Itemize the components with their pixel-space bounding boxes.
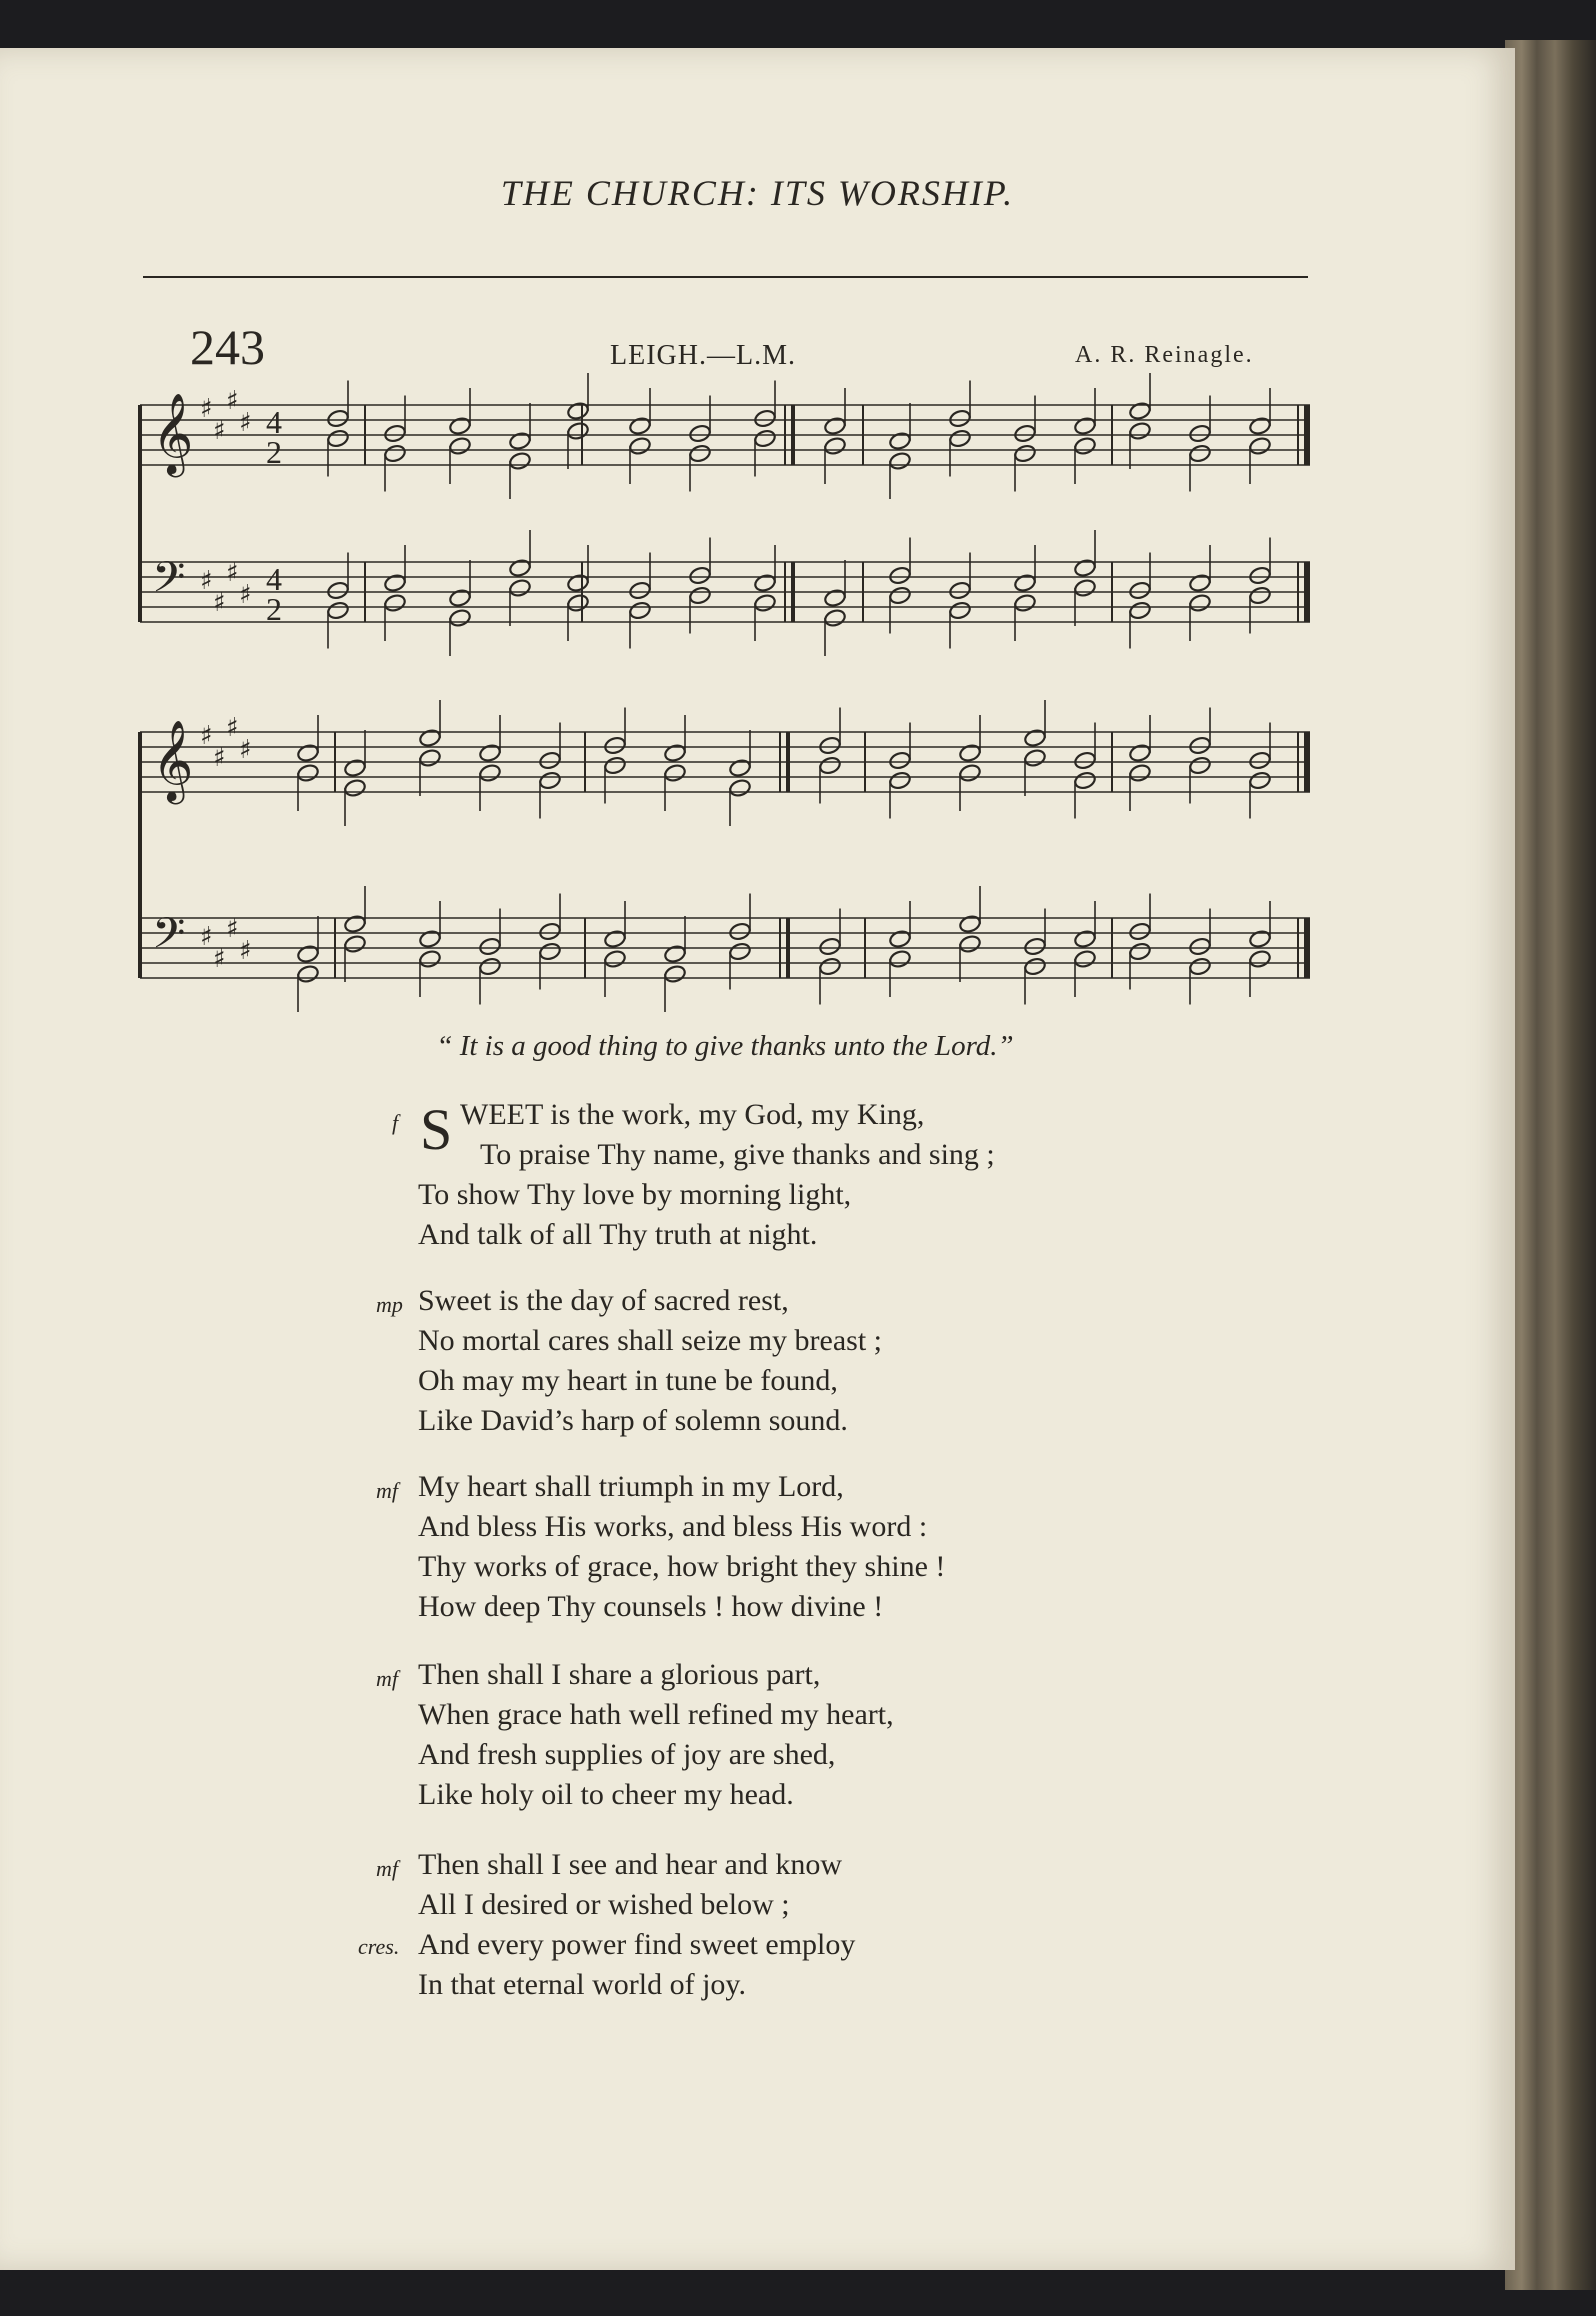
dynamic-mark: mf [376,1666,398,1691]
note-head [628,416,652,436]
music-score [0,0,1596,1020]
bass-clef: 𝄢 [152,909,186,969]
bass-clef: 𝄢 [152,553,186,613]
note-head [728,778,752,798]
note-head [958,743,982,763]
sharp-sign: ♯ [200,922,213,952]
verse-line: Then shall I see and hear and know [418,1848,843,1881]
note-head [823,608,847,628]
note-head [566,401,590,421]
note-head [1023,937,1047,957]
note-head [1248,586,1272,606]
note-head [383,573,407,593]
note-head [888,431,912,451]
note-head [688,586,712,606]
note-head [1128,763,1152,783]
note-head [888,949,912,969]
note-head [1128,401,1152,421]
note-head [383,444,407,464]
note-head [1073,949,1097,969]
verse-line: How deep Thy counsels ! how divine ! [418,1590,884,1623]
note-head [1248,929,1272,949]
note-head [958,914,982,934]
note-head [823,416,847,436]
time-signature-top: 4 [266,561,282,597]
verse-line: And fresh supplies of joy are shed, [418,1738,836,1771]
note-head [888,586,912,606]
verse-line: All I desired or wished below ; [418,1888,790,1921]
verse-line: And bless His works, and bless His word : [418,1510,928,1543]
note-head [1188,573,1212,593]
note-head [538,771,562,791]
verse-line: Then shall I share a glorious part, [418,1658,821,1691]
note-head [508,558,532,578]
note-head [888,771,912,791]
note-head [296,944,320,964]
sharp-sign: ♯ [213,588,226,618]
note-head [753,593,777,613]
note-head [1248,949,1272,969]
verse-line: And talk of all Thy truth at night. [418,1218,818,1251]
note-head [343,778,367,798]
note-head [566,421,590,441]
note-head [418,949,442,969]
note-head [1073,578,1097,598]
note-head [478,937,502,957]
sharp-sign: ♯ [226,914,239,944]
note-head [823,588,847,608]
note-head [1188,937,1212,957]
sharp-sign: ♯ [200,566,213,596]
verse-line: In that eternal world of joy. [418,1968,746,2001]
verse-line: To show Thy love by morning light, [418,1178,852,1211]
note-head [603,929,627,949]
note-head [1013,573,1037,593]
note-head [448,588,472,608]
verse-line: And every power find sweet employ [418,1928,856,1961]
dynamic-mark: mf [376,1856,398,1881]
note-head [1248,566,1272,586]
note-head [728,758,752,778]
sharp-sign: ♯ [213,743,226,773]
note-head [1073,929,1097,949]
note-head [1248,436,1272,456]
note-head [343,934,367,954]
note-head [296,743,320,763]
note-head [1073,558,1097,578]
sharp-sign: ♯ [226,713,239,743]
note-head [1128,601,1152,621]
note-head [326,409,350,429]
note-head [958,934,982,954]
note-head [1128,581,1152,601]
sharp-sign: ♯ [200,394,213,424]
note-head [948,409,972,429]
note-head [753,429,777,449]
note-head [753,409,777,429]
note-head [1188,736,1212,756]
hymn-number: 243 [190,319,265,375]
note-head [343,914,367,934]
note-head [603,736,627,756]
sharp-sign: ♯ [239,580,252,610]
note-head [538,922,562,942]
verse-line: My heart shall triumph in my Lord, [418,1470,844,1503]
tune-name: LEIGH.—L.M. [610,340,796,371]
note-head [418,728,442,748]
note-head [566,593,590,613]
note-head [603,756,627,776]
note-head [1073,771,1097,791]
note-head [818,937,842,957]
note-head [1248,771,1272,791]
note-head [538,942,562,962]
note-head [1073,436,1097,456]
note-head [1128,421,1152,441]
note-head [448,436,472,456]
sharp-sign: ♯ [213,944,226,974]
note-head [448,416,472,436]
verse-line: Like holy oil to cheer my head. [418,1778,794,1811]
note-head [478,957,502,977]
running-head: THE CHURCH: ITS WORSHIP. [500,173,1015,213]
note-head [1248,751,1272,771]
note-head [1188,424,1212,444]
note-head [383,424,407,444]
note-head [418,748,442,768]
note-head [888,451,912,471]
epigraph: “ It is a good thing to give thanks unto the Lord.” [436,1030,1014,1062]
note-head [478,763,502,783]
note-head [958,763,982,783]
drop-cap: S [420,1097,453,1162]
note-head [1188,593,1212,613]
note-head [508,578,532,598]
time-signature-top: 4 [266,404,282,440]
note-head [326,429,350,449]
verse-line: Like David’s harp of solemn sound. [418,1404,848,1437]
note-head [888,929,912,949]
verse-line: When grace hath well refined my heart, [418,1698,894,1731]
note-head [1188,957,1212,977]
note-head [1073,416,1097,436]
note-head [603,949,627,969]
verse-line: No mortal cares shall seize my breast ; [418,1324,883,1357]
note-head [296,964,320,984]
note-head [1023,957,1047,977]
note-head [663,964,687,984]
note-head [1248,416,1272,436]
dynamic-mark: mp [376,1292,403,1317]
note-head [448,608,472,628]
verse-line: Thy works of grace, how bright they shine ! [418,1550,946,1583]
sharp-sign: ♯ [213,416,226,446]
note-head [326,581,350,601]
time-signature-bottom: 2 [266,434,282,470]
sharp-sign: ♯ [226,386,239,416]
composer: A. R. Reinagle. [1075,342,1254,368]
note-head [1013,593,1037,613]
note-head [818,957,842,977]
time-signature-bottom: 2 [266,591,282,627]
sharp-sign: ♯ [239,735,252,765]
note-head [508,431,532,451]
note-head [688,424,712,444]
note-head [383,593,407,613]
sharp-sign: ♯ [239,408,252,438]
note-head [818,736,842,756]
note-head [628,436,652,456]
note-head [1023,728,1047,748]
note-head [1188,444,1212,464]
note-head [753,573,777,593]
verse-line: To praise Thy name, give thanks and sing ; [480,1138,995,1171]
note-head [1128,942,1152,962]
note-head [418,929,442,949]
note-head [823,436,847,456]
note-head [1023,748,1047,768]
note-head [1073,751,1097,771]
note-head [1188,756,1212,776]
dynamic-mark: f [392,1110,399,1135]
dynamic-mark: mf [376,1478,398,1503]
note-head [663,743,687,763]
note-head [508,451,532,471]
note-head [663,944,687,964]
verse-line: Sweet is the day of sacred rest, [418,1284,789,1317]
note-head [728,942,752,962]
note-head [628,601,652,621]
note-head [343,758,367,778]
note-head [1013,424,1037,444]
dynamic-mark: cres. [358,1934,400,1959]
note-head [1128,922,1152,942]
note-head [478,743,502,763]
note-head [296,763,320,783]
verse-line: Oh may my heart in tune be found, [418,1364,838,1397]
note-head [948,601,972,621]
note-head [888,751,912,771]
note-head [566,573,590,593]
note-head [948,429,972,449]
sharp-sign: ♯ [239,936,252,966]
treble-clef: 𝄞 [152,392,194,474]
note-head [1013,444,1037,464]
note-head [688,566,712,586]
note-head [538,751,562,771]
sharp-sign: ♯ [200,721,213,751]
note-head [948,581,972,601]
note-head [888,566,912,586]
treble-clef: 𝄞 [152,719,194,801]
note-head [688,444,712,464]
note-head [663,763,687,783]
note-head [326,601,350,621]
note-head [728,922,752,942]
note-head [628,581,652,601]
verse-line: WEET is the work, my God, my King, [460,1098,925,1131]
note-head [1128,743,1152,763]
sharp-sign: ♯ [226,558,239,588]
note-head [818,756,842,776]
